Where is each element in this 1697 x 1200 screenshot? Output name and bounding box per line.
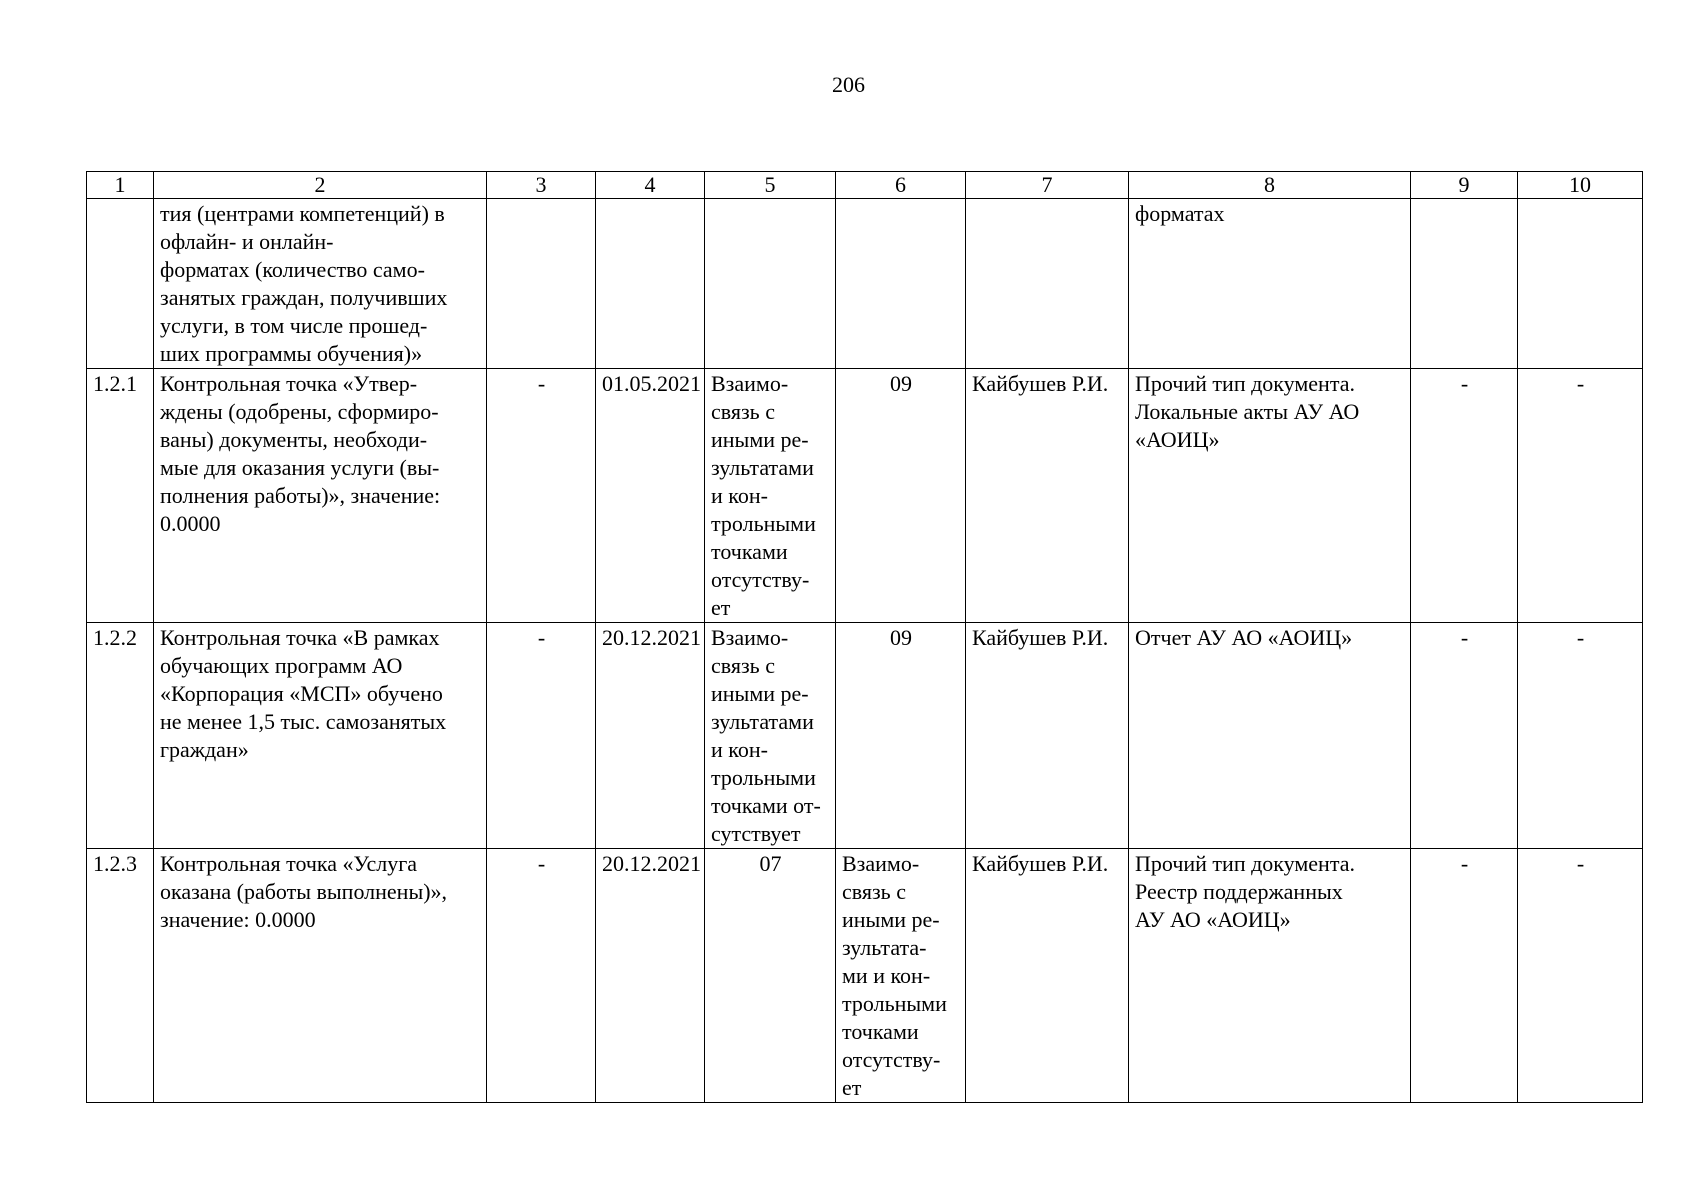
row-number: 1.2.2 [87,623,154,849]
cell-col10: - [1518,369,1643,623]
cell-date: 20.12.2021 [596,849,705,1103]
table-row [87,199,1643,369]
row-number [87,199,154,369]
row-name: тия (центрами компетенций) в офлайн- и онлайн- форматах (количество само- занятых граждан, получивших услуги, в том числе прошед- ших программы обучения)» [154,199,487,369]
header-cell: 2 [154,172,487,199]
page-number: 206 [832,72,865,97]
cell-responsible: Кайбушев Р.И. [966,369,1129,623]
row-name: Контрольная точка «Утвер- ждены (одобрены, сформиро- ваны) документы, необходи- мые для оказания услуги (вы- полнения работы)», значение: 0.0000 [154,369,487,623]
cell-date [596,199,705,369]
cell-col9: - [1411,623,1518,849]
cell-document: Прочий тип документа. Реестр поддержанных АУ АО «АОИЦ» [1129,849,1411,1103]
cell-document: Прочий тип документа. Локальные акты АУ АО «АОИЦ» [1129,369,1411,623]
header-cell: 8 [1129,172,1411,199]
header-cell: 10 [1518,172,1643,199]
cell-col6: Взаимо- связь с иными ре- зультата- ми и кон- трольными точками отсутству- ет [836,849,966,1103]
cell-date: 01.05.2021 [596,369,705,623]
cell-col6 [836,199,966,369]
plan-table [86,171,1643,1103]
cell-col3 [487,199,596,369]
cell-col10: - [1518,849,1643,1103]
cell-col5 [705,199,836,369]
row-number: 1.2.3 [87,849,154,1103]
cell-col3: - [487,849,596,1103]
cell-col9: - [1411,849,1518,1103]
table-row [87,849,1643,1103]
row-name: Контрольная точка «Услуга оказана (работы выполнены)», значение: 0.0000 [154,849,487,1103]
cell-document: Отчет АУ АО «АОИЦ» [1129,623,1411,849]
cell-col10: - [1518,623,1643,849]
row-number: 1.2.1 [87,369,154,623]
header-cell: 5 [705,172,836,199]
header-cell: 1 [87,172,154,199]
cell-col5: Взаимо- связь с иными ре- зультатами и кон- трольными точками отсутству- ет [705,369,836,623]
cell-responsible: Кайбушев Р.И. [966,849,1129,1103]
cell-col9: - [1411,369,1518,623]
header-cell: 6 [836,172,966,199]
header-cell: 9 [1411,172,1518,199]
cell-col6: 09 [836,369,966,623]
cell-document: форматах [1129,199,1411,369]
cell-responsible [966,199,1129,369]
cell-col9 [1411,199,1518,369]
cell-col10 [1518,199,1643,369]
cell-responsible: Кайбушев Р.И. [966,623,1129,849]
cell-col5: 07 [705,849,836,1103]
row-name: Контрольная точка «В рамках обучающих программ АО «Корпорация «МСП» обучено не менее 1,5 тыс. самозанятых граждан» [154,623,487,849]
cell-col6: 09 [836,623,966,849]
header-cell: 3 [487,172,596,199]
header-cell: 7 [966,172,1129,199]
header-row [87,172,1643,199]
header-cell: 4 [596,172,705,199]
cell-col5: Взаимо- связь с иными ре- зультатами и кон- трольными точками от- сутствует [705,623,836,849]
table-row [87,623,1643,849]
cell-col3: - [487,623,596,849]
cell-date: 20.12.2021 [596,623,705,849]
cell-col3: - [487,369,596,623]
table-row [87,369,1643,623]
